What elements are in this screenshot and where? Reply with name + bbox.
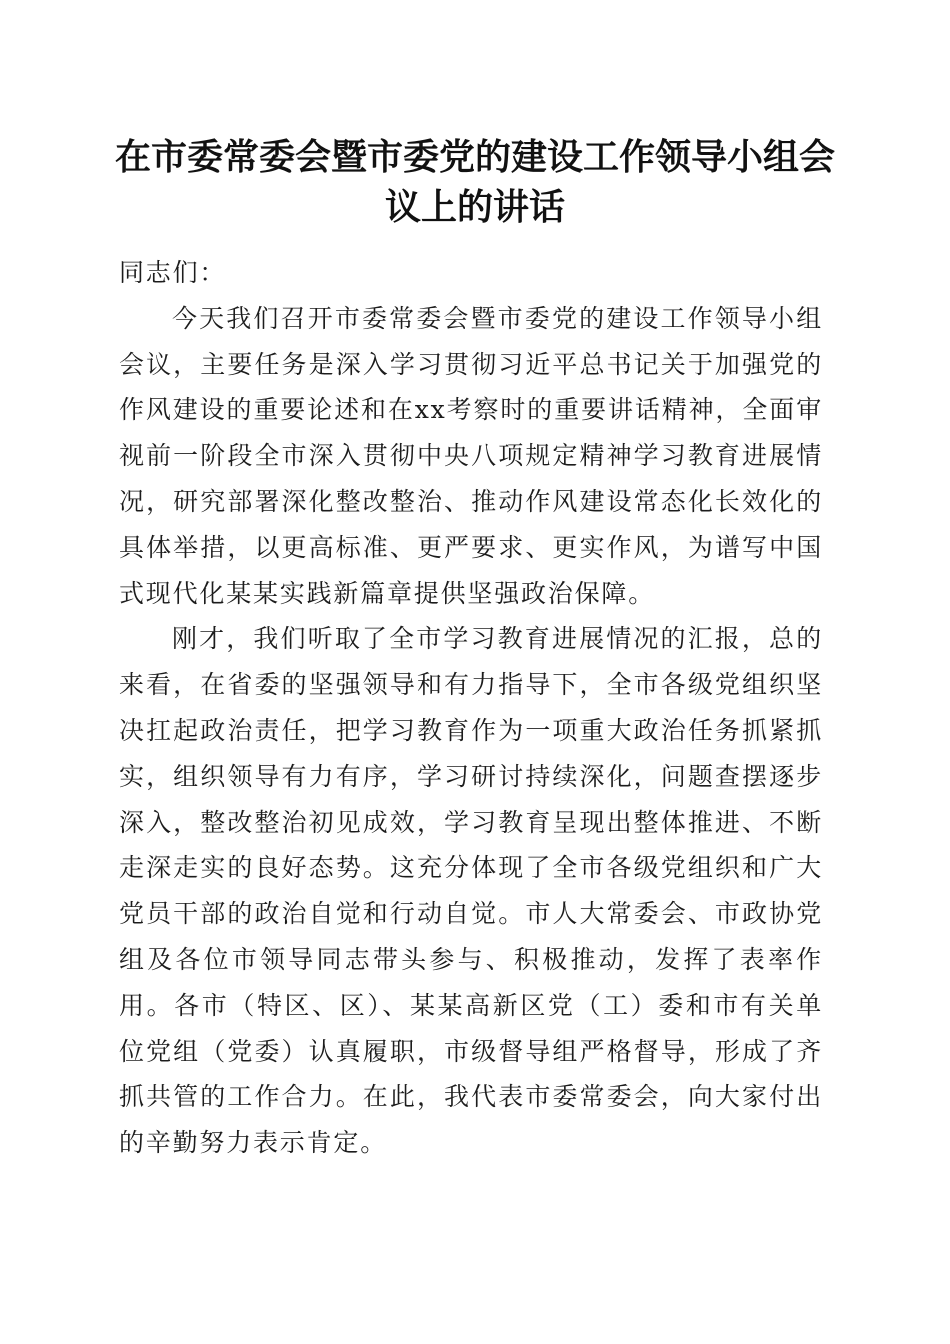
paragraph-1: 今天我们召开市委常委会暨市委党的建设工作领导小组会议，主要任务是深入学习贯彻习近平总书记关于加强党的作风建设的重要论述和在xx考察时的重要讲话精神，全面审视前一阶段全市深入贯彻中央八项规定精神学习教育进展情况，研究部署深化整改整治、推动作风建设常态化长效化的具体举措，以更高标准、更严要求、更实作风，为谱写中国式现代化某某实践新篇章提供坚强政治保障。 — [119, 303, 823, 608]
document-title — [100, 132, 850, 232]
title-line-1: 在市委常委会暨市委党的建设工作领导小组会 — [114, 136, 835, 178]
paragraph-2: 刚才，我们听取了全市学习教育进展情况的汇报，总的来看，在省委的坚强领导和有力指导下，全市各级党组织坚决扛起政治责任，把学习教育作为一项重大政治任务抓紧抓实，组织领导有力有序，学习研讨持续深化，问题查摆逐步深入，整改整治初见成效，学习教育呈现出整体推进、不断走深走实的良好态势。这充分体现了全市各级党组织和广大党员干部的政治自觉和行动自觉。市人大常委会、市政协党组及各位市领导同志带头参与、积极推动，发挥了表率作用。各市（特区、区）、某某高新区党（工）委和市有关单位党组（党委）认真履职，市级督导组严格督导，形成了齐抓共管的工作合力。在此，我代表市委常委会，向大家付出的辛勤努力表示肯定。 — [119, 624, 823, 1158]
document-body — [119, 250, 823, 1166]
salutation: 同志们： — [119, 258, 227, 287]
title-line-2: 议上的讲话 — [384, 186, 565, 228]
